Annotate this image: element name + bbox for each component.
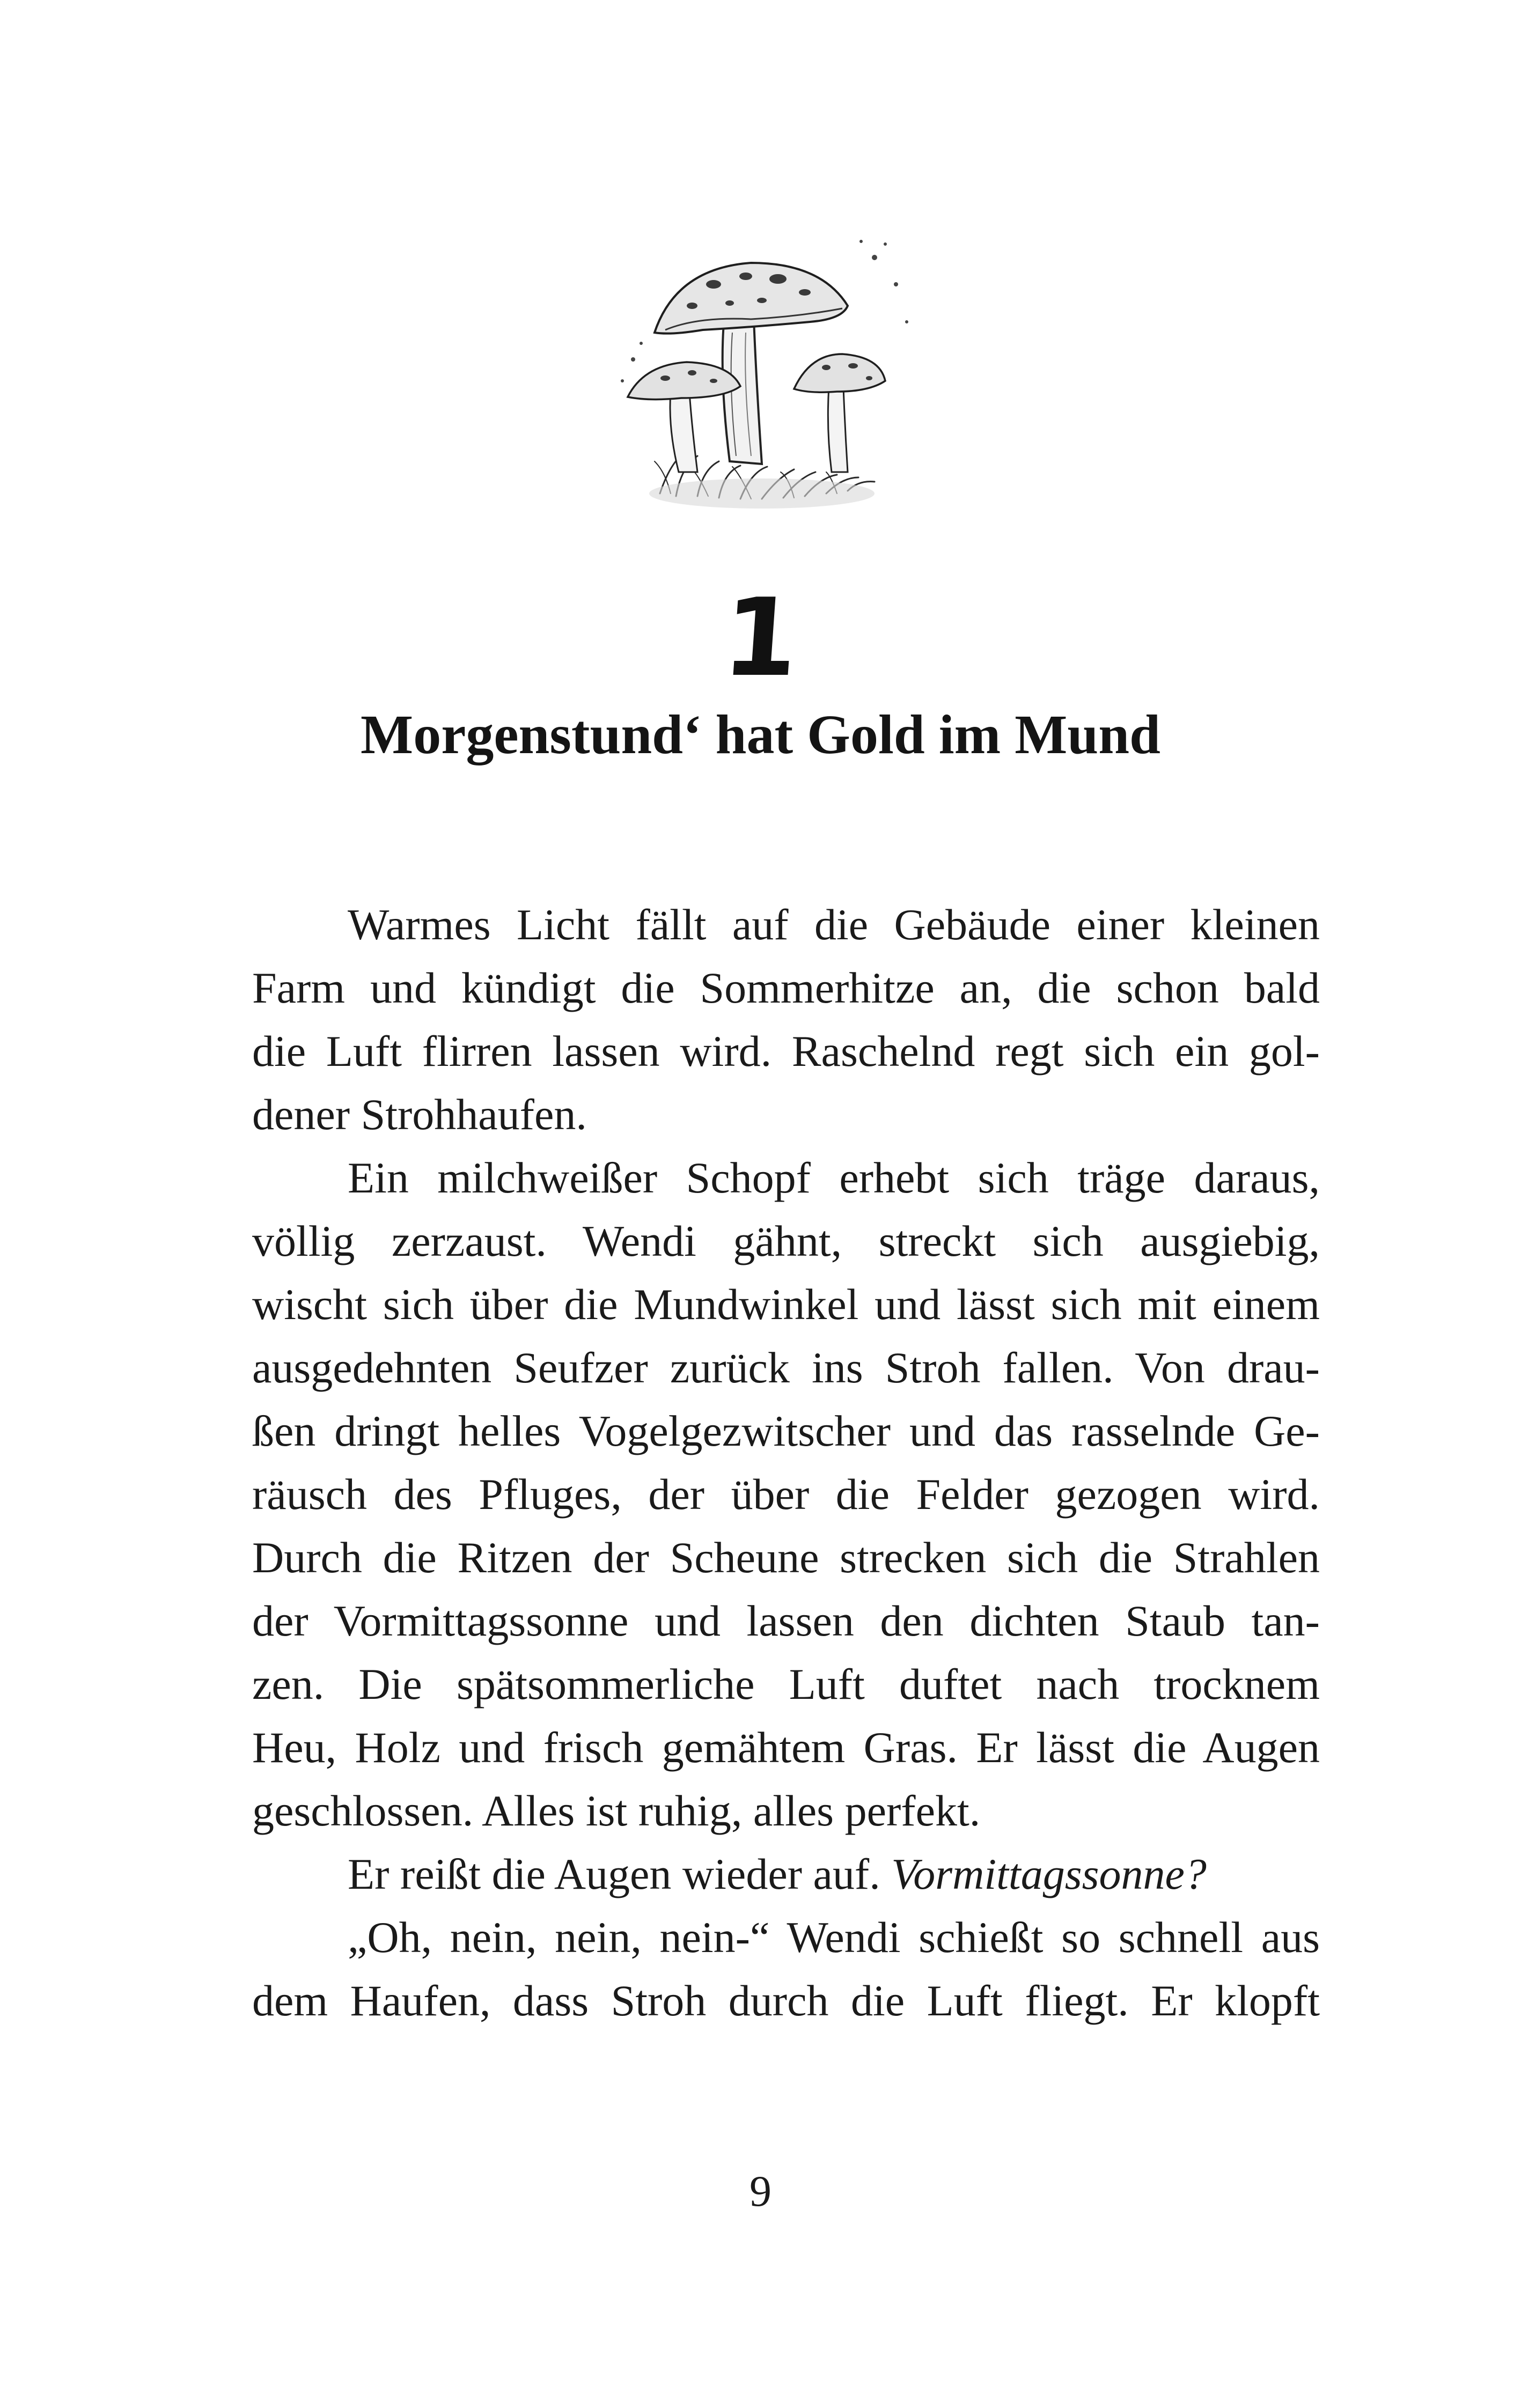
text-line: räusch des Pfluges, der über die Felder gezogen wird. <box>252 1470 1320 1519</box>
text-line <box>252 1843 1320 1906</box>
text-line: ßen dringt helles Vogelgezwitscher und das rasselnde Ge- <box>252 1406 1320 1455</box>
text-line: dem Haufen, dass Stroh durch die Luft fliegt. Er klopft <box>252 1976 1320 2025</box>
text-line: dener Strohhaufen. <box>252 1090 587 1139</box>
text-line: „Oh, nein, nein, nein-“ Wendi schießt so schnell aus <box>348 1913 1320 1962</box>
page-number: 9 <box>750 2167 771 2215</box>
text-line: die Luft flirren lassen wird. Raschelnd regt sich ein gol- <box>252 1027 1320 1076</box>
text-line: ausgedehnten Seufzer zurück ins Stroh fallen. Von drau- <box>252 1343 1320 1392</box>
text-line: Farm und kündigt die Sommerhitze an, die schon bald <box>252 963 1320 1012</box>
text-line: wischt sich über die Mundwinkel und lässt sich mit einem <box>252 1280 1320 1329</box>
text-line: zen. Die spätsommerliche Luft duftet nach trocknem <box>252 1660 1320 1709</box>
text-line: Warmes Licht fällt auf die Gebäude einer kleinen <box>348 900 1320 949</box>
chapter-number: 1 <box>718 576 803 701</box>
mushrooms-illustration <box>617 225 917 515</box>
text-line: der Vormittagssonne und lassen den dichten Staub tan- <box>252 1596 1320 1645</box>
text-line: Durch die Ritzen der Scheune strecken sich die Strahlen <box>252 1533 1320 1582</box>
body-text <box>252 893 1320 2033</box>
text-line: Ein milchweißer Schopf erhebt sich träge daraus, <box>348 1153 1320 1202</box>
text-segment: Er reißt die Augen wieder auf. <box>348 1850 892 1898</box>
chapter-title: Morgenstund‘ hat Gold im Mund <box>361 704 1160 765</box>
text-line: geschlossen. Alles ist ruhig, alles perfekt. <box>252 1786 981 1835</box>
text-line: Heu, Holz und frisch gemähtem Gras. Er lässt die Augen <box>252 1723 1320 1772</box>
text-line: völlig zerzaust. Wendi gähnt, streckt sich ausgiebig, <box>252 1217 1320 1265</box>
italic-word: Vormittagssonne? <box>891 1850 1207 1898</box>
